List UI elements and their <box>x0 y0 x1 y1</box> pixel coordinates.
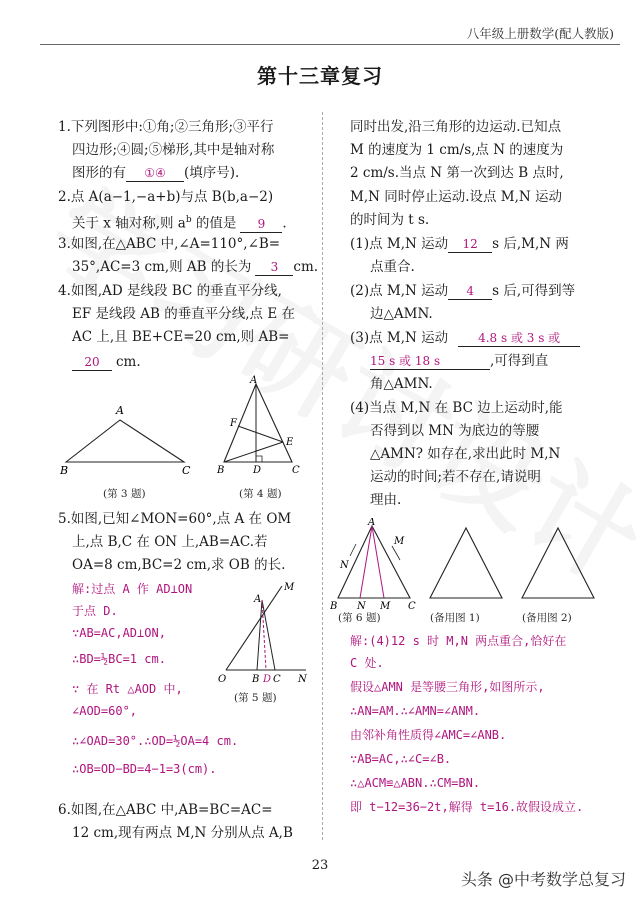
q5-line3: OA=8 cm,BC=2 cm,求 OB 的长. <box>72 557 286 573</box>
q1-line3 <box>72 163 239 183</box>
q6-part3-answer-1: 4.8 s 或 3 s 或 <box>458 330 580 347</box>
q6-line1: 6.如图,在△ABC 中,AB=BC=AC= <box>58 802 273 818</box>
fig4-label-e: E <box>286 437 294 448</box>
figure-5 <box>212 582 312 686</box>
q6-cont-2: M 的速度为 1 cm/s,点 N 的速度为 <box>350 142 564 158</box>
fig3-label-c: C <box>182 464 191 477</box>
q3-text: 35°,AC=3 cm,则 AB 的长为 <box>72 259 252 275</box>
q6-part4-line5: 理由. <box>370 492 402 508</box>
q6-part2-text: (2)点 M,N 运动 <box>350 283 449 299</box>
fig4-label-d: D <box>253 465 262 476</box>
fig6-label-b: B <box>330 601 338 610</box>
q6-part1-line2: 点重合. <box>370 259 415 275</box>
q2-superscript: b <box>185 215 192 225</box>
figure-3 <box>58 400 198 480</box>
q5-solution-5: ∵ 在 Rt △AOD 中, <box>72 682 183 696</box>
q6-part3-text-end: ,可得到直 <box>490 353 549 369</box>
fig4-label-c: C <box>292 465 300 476</box>
q1-answer: ①④ <box>126 165 184 182</box>
fig4-line-be <box>224 442 283 462</box>
q6-solution-6: ∵AB=AC,∴∠C=∠B. <box>350 752 452 766</box>
q5-solution-7: ∴∠OAD=30°.∴OD=½OA=4 cm. <box>72 734 239 748</box>
spare-figure-2 <box>522 528 594 598</box>
q6-line2: 12 cm,现有两点 M,N 分别从点 A,B <box>72 825 293 841</box>
fig3-label-a: A <box>116 404 124 417</box>
spare-figure-1 <box>430 528 502 598</box>
q6-part1-answer: 12 <box>448 236 492 253</box>
q6-solution-8: 即 t−12=36−2t,解得 t=16.故假设成立. <box>350 800 584 814</box>
fig5-label-a: A <box>254 594 262 605</box>
q6-part3-text: (3)点 M,N 运动 <box>350 330 449 346</box>
q5-solution-3: ∵AB=AC,AD⊥ON, <box>72 626 166 640</box>
page-header <box>0 0 640 48</box>
page-number: 23 <box>311 858 329 873</box>
spare-figure-2-caption: (备用图 2) <box>522 612 572 624</box>
fig6-arrow-right <box>392 546 400 560</box>
column-divider <box>322 112 323 840</box>
q5-line2: 上,点 B,C 在 ON 上,AB=AC.若 <box>72 534 268 550</box>
q6-solution-1: 解:(4)12 s 时 M,N 两点重合,恰好在 <box>350 634 567 648</box>
q2-line1: 2.点 A(a−1,−a+b)与点 B(b,a−2) <box>58 189 274 205</box>
fig3-label-b: B <box>60 464 69 477</box>
q5-solution-4: ∴BD=½BC=1 cm. <box>72 652 166 666</box>
q3-answer: 3 <box>255 259 293 276</box>
fig6-label-n-left: N <box>340 560 349 571</box>
figure-6-group <box>330 518 600 610</box>
fig5-label-o: O <box>218 674 227 685</box>
q6-part2-answer: 4 <box>448 283 492 300</box>
fig6-main <box>330 518 416 610</box>
q6-solution-7: ∴△ACM≌△ABN.∴CM=BN. <box>350 776 481 790</box>
header-rule <box>40 44 620 45</box>
q4-line3: AC 上,且 BE+CE=20 cm,则 AB= <box>72 329 290 345</box>
fig4-caption: (第 4 题) <box>239 488 282 500</box>
fig6-arrow-left <box>350 544 356 556</box>
fig4-label-a: A <box>250 375 258 386</box>
fig6-caption: (第 6 题) <box>338 612 381 624</box>
q6-part1-text-end: s 后,M,N 两 <box>492 236 569 252</box>
q6-cont-5: 的时间为 t s. <box>350 212 430 228</box>
q2-text: 关于 x 轴对称,则 a <box>72 215 186 232</box>
q6-part3-answer-2: 15 s 或 18 s <box>370 353 490 370</box>
q4-unit: cm. <box>116 354 141 370</box>
q6-part2-text-end: s 后,可得到等 <box>492 283 576 299</box>
q3-line1: 3.如图,在△ABC 中,∠A=110°,∠B= <box>58 236 281 252</box>
q6-part1-text: (1)点 M,N 运动 <box>350 236 449 252</box>
source-watermark: 头条 @中考数学总复习 <box>460 870 626 889</box>
fig4-label-b: B <box>217 465 225 476</box>
fig3-caption: (第 3 题) <box>103 488 146 500</box>
fig3-triangle <box>66 420 184 462</box>
q3-text-end: cm. <box>293 259 319 275</box>
q6-part3-line2 <box>370 351 548 371</box>
fig5-caption: (第 5 题) <box>234 692 277 704</box>
q6-solution-4: ∴AN=AM.∴∠AMN=∠ANM. <box>350 704 481 718</box>
q2-answer: 9 <box>240 216 282 233</box>
header-text: 八年级上册数学(配人教版) <box>466 26 614 41</box>
q2-text-end: . <box>282 215 287 232</box>
q6-solution-3: 假设△AMN 是等腰三角形,如图所示, <box>350 680 545 694</box>
q6-part4-line2: 否得到以 MN 为底边的等腰 <box>370 423 540 439</box>
q4-line1: 4.如图,AD 是线段 BC 的垂直平分线, <box>58 283 282 299</box>
q6-solution-2: C 处. <box>350 656 384 670</box>
fig6-label-c: C <box>408 601 416 610</box>
q1-text: 图形的有 <box>72 165 126 181</box>
fig4-label-f: F <box>230 418 237 429</box>
q2-text-mid: 的值是 <box>191 215 237 232</box>
q5-solution-6: ∠AOD=60°, <box>72 704 138 718</box>
fig4-right-angle <box>256 456 262 462</box>
chapter-title: 第十三章复习 <box>257 64 383 88</box>
fig5-line-ab <box>257 600 262 670</box>
fig6-label-m: M <box>394 536 405 547</box>
fig5-label-b: B <box>252 674 260 685</box>
q1-line1: 1.下列图形中:①角;②三角形;③平行 <box>58 119 274 135</box>
q6-part3-line3: 角△AMN. <box>370 376 433 392</box>
fig6-label-a: A <box>368 518 376 528</box>
q5-solution-2: 于点 D. <box>72 604 118 618</box>
q4-line4 <box>72 352 141 372</box>
q3-line2 <box>72 257 318 277</box>
fig5-label-n: N <box>298 674 307 685</box>
q6-part2-line1 <box>350 281 575 301</box>
spare-figure-1-caption: (备用图 1) <box>430 612 480 624</box>
q5-solution-8: ∴OB=OD−BD=4−1=3(cm). <box>72 762 217 776</box>
fig5-label-d: D <box>263 674 272 685</box>
q6-part1-line1 <box>350 234 569 254</box>
figure-4 <box>216 374 306 478</box>
q1-text-end: (填序号). <box>184 165 240 181</box>
q4-answer: 20 <box>72 354 112 371</box>
q6-cont-3: 2 cm/s.当点 N 第一次到达 B 点时, <box>350 165 564 181</box>
q1-line2: 四边形;④圆;⑤梯形,其中是轴对称 <box>72 142 275 158</box>
fig5-label-c: C <box>273 674 281 685</box>
fig6-label-m-bottom: M <box>380 601 391 610</box>
q2-line2 <box>72 210 287 234</box>
fig6-label-n: N <box>357 601 366 610</box>
q5-line1: 5.如图,已知∠MON=60°,点 A 在 OM <box>58 511 292 527</box>
q6-cont-1: 同时出发,沿三角形的边运动.已知点 <box>350 119 562 135</box>
fig6-line-an <box>360 526 372 598</box>
q6-part4-line4: 运动的时间;若不存在,请说明 <box>370 469 541 485</box>
q6-cont-4: M,N 同时停止运动.设点 M,N 运动 <box>350 189 563 205</box>
q6-part4-line3: △AMN? 如存在,求出此时 M,N <box>370 446 561 462</box>
q6-part3-line1 <box>350 328 580 348</box>
q4-line2: EF 是线段 AB 的垂直平分线,点 E 在 <box>72 306 295 322</box>
fig5-label-m: M <box>284 582 295 593</box>
q5-solution-1: 解:过点 A 作 AD⊥ON <box>72 582 193 596</box>
q6-part4-line1: (4)当点 M,N 在 BC 边上运动时,能 <box>350 400 563 416</box>
q6-part2-line2: 边△AMN. <box>370 306 433 322</box>
q6-solution-5: 由邻补角性质得∠AMC=∠ANB. <box>350 728 507 742</box>
